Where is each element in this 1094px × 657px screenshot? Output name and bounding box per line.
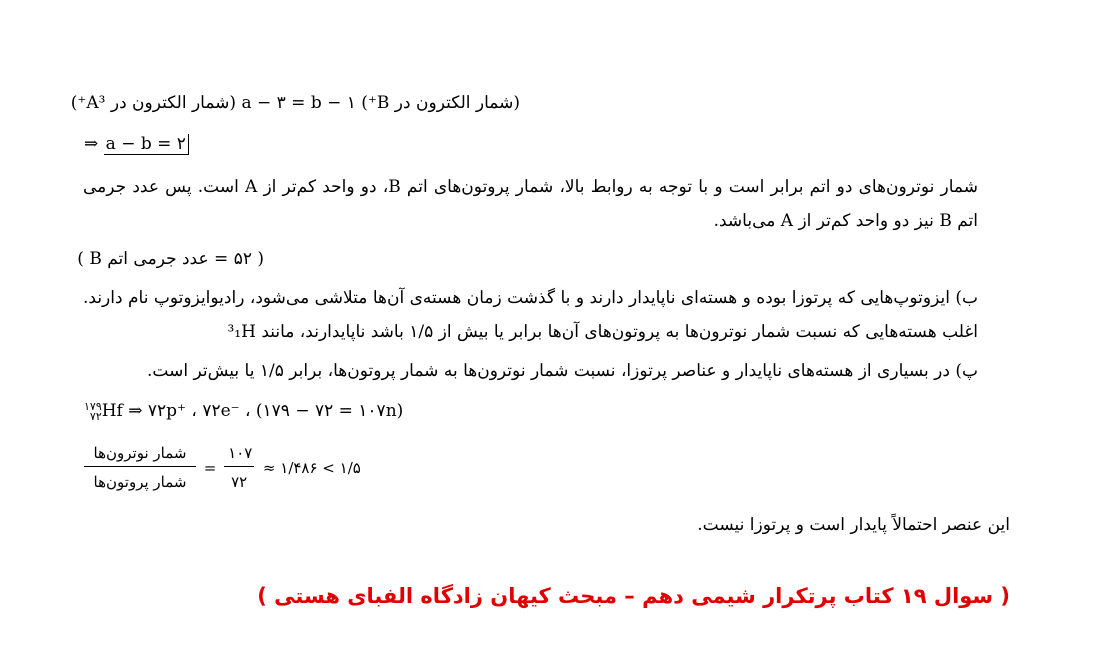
paragraph-unstable-nuclei: پ) در بسیاری از هسته‌های ناپایدار و عناصر پرتوزا، نسبت شمار نوترون‌ها به شمار پروتون‌ها، برابر ۱/۵ یا بیش‌تر است.: [147, 361, 978, 381]
mass-number-line: ( ۵۲ = عدد جرمی اتم B ): [77, 249, 264, 269]
ratio-calculation: [84, 444, 361, 491]
hafnium-atomic-number: ۷۲: [89, 409, 102, 423]
hafnium-isotope-numbers: [84, 399, 102, 423]
difference-result: [84, 133, 189, 155]
equals-sign: =: [203, 458, 217, 477]
implies-arrow: ⇒: [84, 134, 99, 154]
value-fraction: [224, 444, 254, 491]
hafnium-mass-number: ۱۷۹: [84, 399, 102, 413]
boxed-result: a − b = ۲: [104, 134, 189, 155]
paragraph-neutrons: شمار نوترون‌های دو اتم برابر است و با توجه به روابط بالا، شمار پروتون‌های اتم B، دو واحد کم‌تر از A است. پس عدد جرمی اتم B نیز دو واحد کم‌تر از A می‌باشد.: [83, 177, 978, 231]
hafnium-equation: [84, 400, 403, 422]
word-fraction: [84, 444, 196, 491]
approximation: ≈ ۱/۴۸۶ < ۱/۵: [262, 458, 361, 477]
question-title: ( سوال ۱۹ کتاب پرتکرار شیمی دهم – مبحث کیهان زادگاه الفبای هستی ): [257, 584, 1010, 608]
paragraph-radioisotopes: ب) ایزوتوپ‌هایی که پرتوزا بوده و هسته‌ای ناپایدار دارند و با گذشت زمان هسته‌ی آن‌ها متلاشی می‌شود، رادیوایزوتوپ نام دارند. اغلب هسته‌هایی که نسبت شمار نوترون‌ها به پروتون‌های آن‌ها برابر یا بیش از ۱/۵ باشد ناپایدارند، مانند ³₁H: [83, 288, 978, 342]
value-denominator: ۷۲: [231, 473, 248, 491]
conclusion-line: این عنصر احتمالاً پایدار است و پرتوزا نیست.: [697, 515, 1010, 535]
fraction-numerator-neutrons: شمار نوترون‌ها: [84, 444, 196, 467]
fraction-denominator-protons: شمار پروتون‌ها: [93, 473, 187, 491]
hafnium-expression: Hf ⇒ ۷۲p⁺ ، ۷۲e⁻ ، (۱۷۹ − ۷۲ = ۱۰۷n): [101, 401, 404, 421]
value-numerator: ۱۰۷: [224, 444, 254, 467]
electron-equation: (شمار الکترون در B⁺) a − ۳ = b − ۱ (شمار الکترون در A³⁺): [70, 93, 520, 113]
